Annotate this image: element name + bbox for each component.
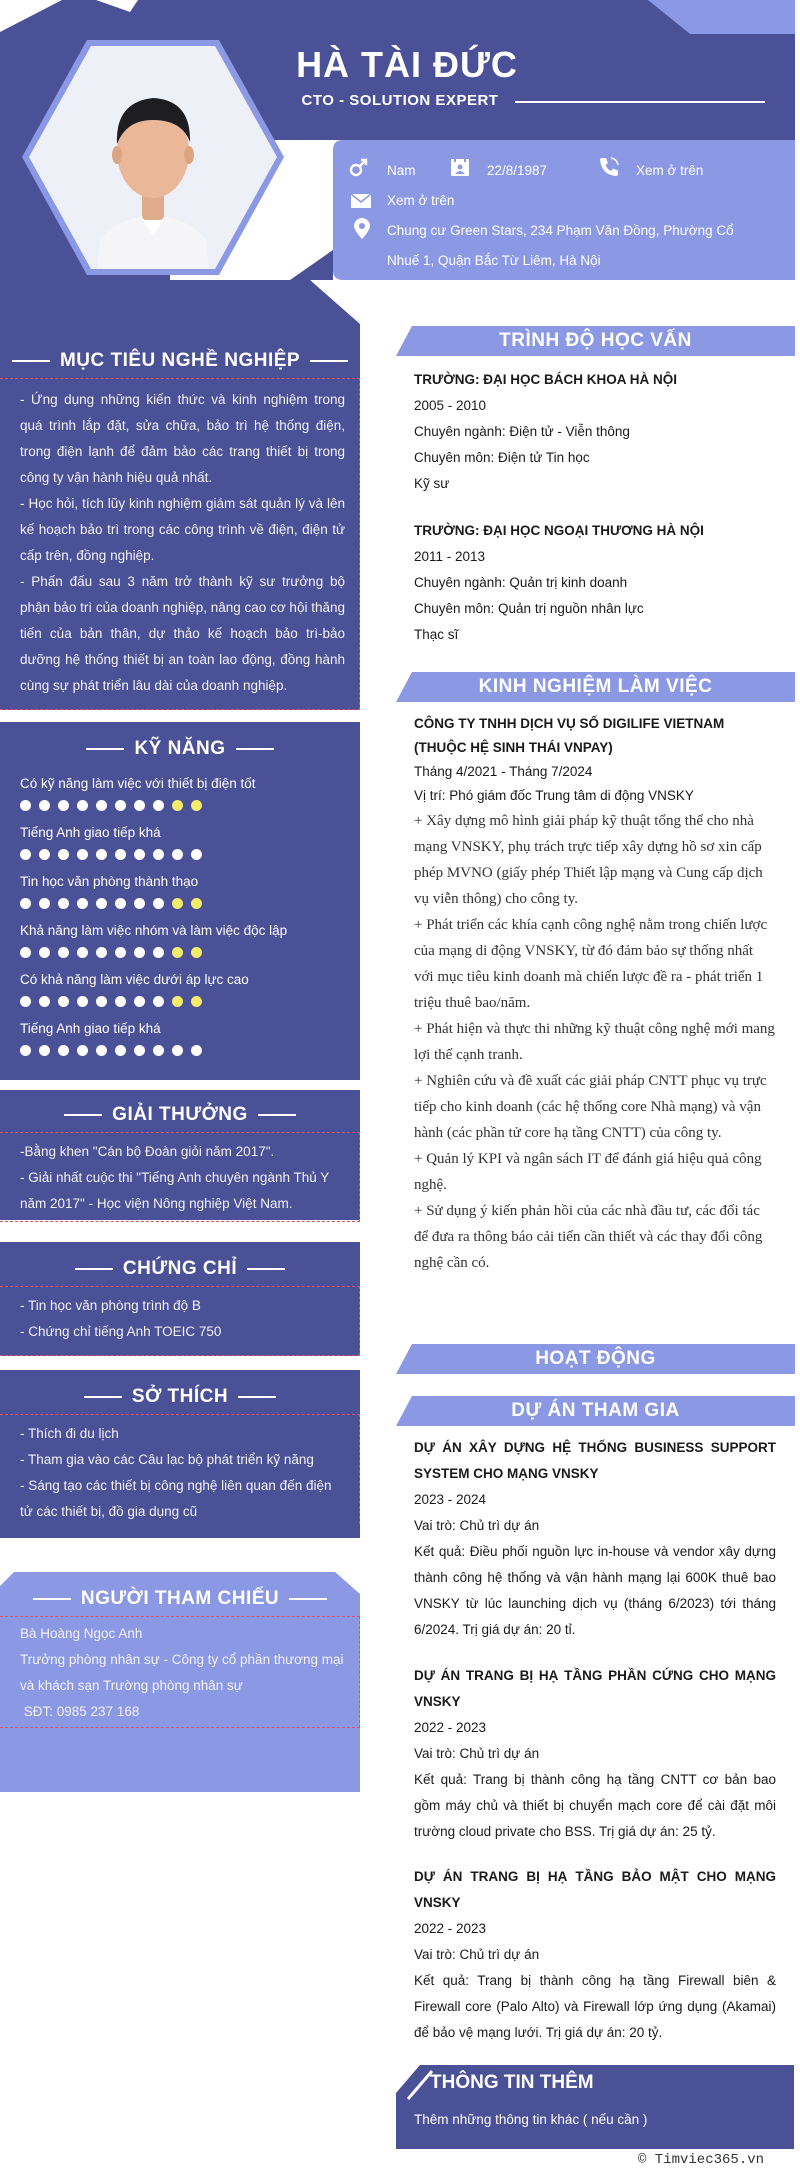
rating-dot-filled — [115, 898, 126, 909]
gender-value: Nam — [387, 163, 416, 178]
rating-dot-filled — [96, 849, 107, 860]
project-name: DỰ ÁN XÂY DỰNG HỆ THỐNG BUSINESS SUPPORT SYSTEM CHO MẠNG VNSKY — [414, 1440, 776, 1481]
project-years: 2022 - 2023 — [414, 1720, 487, 1735]
birthday-value: 22/8/1987 — [487, 163, 548, 178]
hobbies-box — [0, 1414, 360, 1524]
education-degree: Thạc sĩ — [414, 627, 459, 642]
certificates-box — [0, 1286, 360, 1356]
reference-name: Bà Hoàng Ngọc Anh — [20, 1626, 143, 1641]
objective-title-row — [0, 348, 360, 374]
skill-label: Có khả năng làm việc dưới áp lực cao — [20, 972, 249, 987]
address-line-1: Chung cư Green Stars, 234 Phạm Văn Đồng, Phường Cổ — [387, 223, 734, 238]
rating-dot-filled — [134, 1045, 145, 1056]
rating-dot-filled — [96, 947, 107, 958]
address-line-2: Nhuế 1, Quận Bắc Từ Liêm, Hà Nội — [387, 253, 601, 268]
experience-header — [396, 672, 795, 702]
project-item — [414, 1435, 776, 1643]
education-degree: Kỹ sư — [414, 476, 450, 491]
rating-dot-filled — [20, 898, 31, 909]
experience-bullet: + Nghiên cứu và đề xuất các giải pháp CNTT phục vụ trực tiếp cho kinh doanh (các hệ thống core Nhà mạng) và vận hành (các phần tử core hạ tầng CNTT) của công ty. — [414, 1073, 767, 1141]
rating-dot-filled — [39, 1045, 50, 1056]
rating-dot-filled — [20, 996, 31, 1007]
skill-rating — [20, 1045, 202, 1057]
education-major: Chuyên ngành: Quản trị kinh doanh — [414, 575, 628, 590]
rating-dot-filled — [77, 1045, 88, 1056]
rating-dot-filled — [115, 800, 126, 811]
rating-dot-filled — [96, 898, 107, 909]
education-years: 2011 - 2013 — [414, 549, 486, 564]
footer-credit: © Timviec365.vn — [638, 2152, 765, 2168]
candidate-name: HÀ TÀI ĐỨC — [296, 44, 518, 85]
rating-dot-empty — [172, 947, 183, 958]
project-years: 2023 - 2024 — [414, 1492, 487, 1507]
activities-header — [396, 1344, 795, 1374]
rating-dot-filled — [134, 898, 145, 909]
resume-header — [0, 0, 800, 280]
phone-icon — [598, 156, 620, 178]
education-item — [414, 367, 776, 497]
rating-dot-filled — [134, 996, 145, 1007]
experience-role: Vị trí: Phó giám đốc Trung tâm di động VNSKY — [414, 788, 694, 803]
extra-title: THÔNG TIN THÊM — [430, 2072, 594, 2093]
reference-position: Trưởng phòng nhân sự - Công ty cổ phần thương mại và khách sạn Trường phòng nhân sự — [20, 1652, 344, 1693]
award-item: -Bằng khen "Cán bộ Đoàn giỏi năm 2017". — [20, 1144, 275, 1159]
rating-dot-filled — [172, 849, 183, 860]
objective-box — [0, 378, 360, 710]
experience-title: KINH NGHIỆM LÀM VIỆC — [478, 676, 713, 697]
rating-dot-filled — [115, 849, 126, 860]
rating-dot-filled — [58, 849, 69, 860]
rating-dot-filled — [134, 800, 145, 811]
certificates-title: CHỨNG CHỈ — [122, 1258, 238, 1279]
extra-text: Thêm những thông tin khác ( nếu cần ) — [414, 2112, 648, 2127]
rating-dot-filled — [39, 996, 50, 1007]
activities-title: HOẠT ĐỘNG — [535, 1348, 656, 1369]
awards-title-row — [0, 1102, 360, 1128]
rating-dot-filled — [153, 800, 164, 811]
rating-dot-filled — [58, 947, 69, 958]
rating-dot-filled — [39, 947, 50, 958]
project-name: DỰ ÁN TRANG BỊ HẠ TẦNG PHẦN CỨNG CHO MẠNG VNSKY — [414, 1668, 776, 1709]
rating-dot-filled — [96, 800, 107, 811]
rating-dot-empty — [191, 996, 202, 1007]
objective-paragraph: - Học hỏi, tích lũy kinh nghiệm giám sát quản lý và lên kế hoạch bảo trì trong các công trình về điện, điện tử cấp trên, đồng nghiệp. — [20, 496, 345, 563]
skill-rating — [20, 849, 202, 861]
skills-title-row — [0, 736, 360, 762]
rating-dot-empty — [172, 898, 183, 909]
rating-dot-filled — [20, 849, 31, 860]
gender-icon — [347, 157, 369, 179]
rating-dot-filled — [96, 1045, 107, 1056]
rating-dot-filled — [134, 947, 145, 958]
rating-dot-filled — [20, 947, 31, 958]
experience-bullet: + Xây dựng mô hình giải pháp kỹ thuật tổng thể cho nhà mạng VNSKY, phụ trách trực tiếp xây dựng hồ sơ xin cấp phép MVNO (giấy phép Thiết lập mạng và Cung cấp dịch vụ viễn thông) cho công ty. — [414, 813, 763, 907]
rating-dot-filled — [115, 947, 126, 958]
education-item — [414, 518, 776, 648]
phone-value: Xem ở trên — [636, 163, 704, 178]
rating-dot-filled — [115, 1045, 126, 1056]
rating-dot-filled — [77, 849, 88, 860]
email-icon — [350, 190, 372, 212]
hobbies-title: SỞ THÍCH — [131, 1386, 229, 1407]
experience-period: Tháng 4/2021 - Tháng 7/2024 — [414, 764, 593, 779]
skill-label: Tiếng Anh giao tiếp khá — [20, 1021, 161, 1036]
email-value: Xem ở trên — [387, 193, 455, 208]
rating-dot-filled — [191, 1045, 202, 1056]
experience-bullet: + Phát triển các khía cạnh công nghệ nằm trong chiến lược của mạng di động VNSKY, từ đó đảm bảo sự thống nhất với mục tiêu kinh doanh mà chiến lược đề ra - phát triển 1 triệu thuê bao/năm. — [414, 917, 768, 1011]
rating-dot-filled — [39, 800, 50, 811]
reference-phone: SĐT: 0985 237 168 — [20, 1704, 140, 1719]
project-item — [414, 1663, 776, 1845]
job-title: CTO - SOLUTION EXPERT — [301, 92, 499, 109]
objective-paragraph: - Ứng dụng những kiến thức và kinh nghiệm trong quá trình lắp đặt, sửa chữa, bảo trì hệ thống điện, trong điện lạnh để đảm bảo các trang thiết bị trong công ty vận hành hiệu quả nhất. — [20, 392, 345, 485]
rating-dot-filled — [134, 849, 145, 860]
project-role: Vai trò: Chủ trì dự án — [414, 1746, 540, 1761]
rating-dot-empty — [172, 996, 183, 1007]
rating-dot-filled — [77, 996, 88, 1007]
skill-label: Tin học văn phòng thành thạo — [20, 874, 199, 889]
education-major: Chuyên ngành: Điện tử - Viễn thông — [414, 424, 630, 439]
project-name: DỰ ÁN TRANG BỊ HẠ TẦNG BẢO MẬT CHO MẠNG VNSKY — [414, 1869, 776, 1910]
rating-dot-filled — [153, 1045, 164, 1056]
education-specialty: Chuyên môn: Quản trị nguồn nhân lực — [414, 601, 644, 616]
rating-dot-empty — [191, 947, 202, 958]
skill-label: Khả năng làm việc nhóm và làm việc độc lập — [20, 923, 288, 938]
references-box — [0, 1616, 360, 1728]
rating-dot-filled — [77, 898, 88, 909]
education-header — [396, 326, 795, 356]
title-divider — [515, 101, 765, 103]
hobbies-title-row — [0, 1384, 360, 1410]
rating-dot-filled — [96, 996, 107, 1007]
skill-rating — [20, 947, 202, 959]
skill-rating — [20, 898, 202, 910]
school-name: TRƯỜNG: ĐẠI HỌC NGOẠI THƯƠNG HÀ NỘI — [414, 523, 704, 538]
project-role: Vai trò: Chủ trì dự án — [414, 1518, 540, 1533]
awards-box — [0, 1132, 360, 1222]
hobby-item: - Thích đi du lịch — [20, 1426, 119, 1441]
skill-rating — [20, 996, 202, 1008]
rating-dot-filled — [153, 947, 164, 958]
school-name: TRƯỜNG: ĐẠI HỌC BÁCH KHOA HÀ NỘI — [414, 372, 677, 387]
experience-item — [414, 712, 776, 1276]
project-result: Kết quả: Trang bị thành công hạ tầng CNTT cơ bản bao gồm máy chủ và thiết bị chuyển mạch core để cài đặt môi trường cloud private cho BSS. Trị giá dự án: 25 tỷ. — [414, 1772, 776, 1839]
awards-title: GIẢI THƯỞNG — [112, 1104, 248, 1125]
education-years: 2005 - 2010 — [414, 398, 487, 413]
certificate-item: - Chứng chỉ tiếng Anh TOEIC 750 — [20, 1324, 222, 1339]
rating-dot-filled — [77, 800, 88, 811]
experience-bullet: + Quản lý KPI và ngân sách IT để đánh giá hiệu quả công nghệ. — [414, 1151, 762, 1193]
rating-dot-filled — [172, 1045, 183, 1056]
hobby-item: - Tham gia vào các Câu lạc bộ phát triển kỹ năng — [20, 1452, 314, 1467]
rating-dot-empty — [191, 800, 202, 811]
hobby-item: - Sáng tạo các thiết bị công nghệ liên quan đến điện tử các thiết bị, đồ gia dụng cũ — [20, 1478, 332, 1519]
skill-rating — [20, 800, 202, 812]
rating-dot-filled — [191, 849, 202, 860]
project-item — [414, 1864, 776, 2046]
skill-label: Tiếng Anh giao tiếp khá — [20, 825, 161, 840]
rating-dot-filled — [115, 996, 126, 1007]
skills-title: KỸ NĂNG — [134, 738, 226, 759]
location-icon — [351, 218, 373, 240]
experience-bullet: + Sử dụng ý kiến phản hồi của các nhà đầu tư, các đối tác để đưa ra thông báo cải tiến cần thiết và các thay đổi công nghệ cần có. — [414, 1203, 763, 1271]
rating-dot-filled — [20, 1045, 31, 1056]
rating-dot-empty — [172, 800, 183, 811]
calendar-icon — [449, 156, 471, 178]
project-result: Kết quả: Trang bị thành công hạ tầng Firewall biên & Firewall core (Palo Alto) và Firewall lớp ứng dụng (Akamai) để bảo vệ mạng lưới. Trị giá dự án: 20 tỷ. — [414, 1973, 776, 2040]
project-years: 2022 - 2023 — [414, 1921, 487, 1936]
skill-label: Có kỹ năng làm việc với thiết bị điện tốt — [20, 776, 256, 791]
certificates-title-row — [0, 1256, 360, 1282]
panel-corner — [310, 280, 360, 324]
rating-dot-filled — [153, 996, 164, 1007]
objective-paragraph: - Phấn đấu sau 3 năm trở thành kỹ sư trưởng bộ phận bảo trì của doanh nghiệp, nâng cao cơ hội thăng tiến của bản thân, dự thảo kế hoạch bảo trì-bảo dưỡng hệ thống thiết bị an toàn lao động, đồng hành cùng sự phát triển lâu dài của doanh nghiệp. — [20, 574, 345, 693]
rating-dot-filled — [20, 800, 31, 811]
experience-bullet: + Phát hiện và thực thi những kỹ thuật công nghệ mới mang lợi thế cạnh tranh. — [414, 1021, 775, 1063]
certificate-item: - Tin học văn phòng trình độ B — [20, 1298, 201, 1313]
avatar — [22, 40, 284, 275]
education-title: TRÌNH ĐỘ HỌC VẤN — [499, 330, 692, 351]
rating-dot-filled — [39, 849, 50, 860]
project-role: Vai trò: Chủ trì dự án — [414, 1947, 540, 1962]
education-specialty: Chuyên môn: Điện tử Tin học — [414, 450, 590, 465]
projects-title: DỰ ÁN THAM GIA — [511, 1400, 680, 1421]
rating-dot-filled — [77, 947, 88, 958]
rating-dot-empty — [191, 898, 202, 909]
objective-title: MỤC TIÊU NGHỀ NGHIỆP — [59, 350, 301, 371]
rating-dot-filled — [153, 898, 164, 909]
projects-header — [396, 1396, 795, 1426]
rating-dot-filled — [58, 800, 69, 811]
project-result: Kết quả: Điều phối nguồn lực in-house và vendor xây dựng thành công hệ thống và vận hành mạng lại 600K thuê bao VNSKY từ lúc launching dịch vụ (tháng 6/2023) tới tháng 6/2024. Trị giá dự án: 20 tỉ. — [414, 1544, 776, 1637]
rating-dot-filled — [58, 996, 69, 1007]
company-name: CÔNG TY TNHH DỊCH VỤ SỐ DIGILIFE VIETNAM (THUỘC HỆ SINH THÁI VNPAY) — [414, 716, 725, 755]
award-item: - Giải nhất cuộc thi "Tiếng Anh chuyên ngành Thủ Y năm 2017" - Học viện Nông nghiệp Việt Nam. — [20, 1170, 330, 1211]
rating-dot-filled — [39, 898, 50, 909]
rating-dot-filled — [58, 898, 69, 909]
references-title: NGƯỜI THAM CHIẾU — [80, 1588, 280, 1609]
rating-dot-filled — [58, 1045, 69, 1056]
references-title-row — [0, 1586, 360, 1612]
rating-dot-filled — [153, 849, 164, 860]
